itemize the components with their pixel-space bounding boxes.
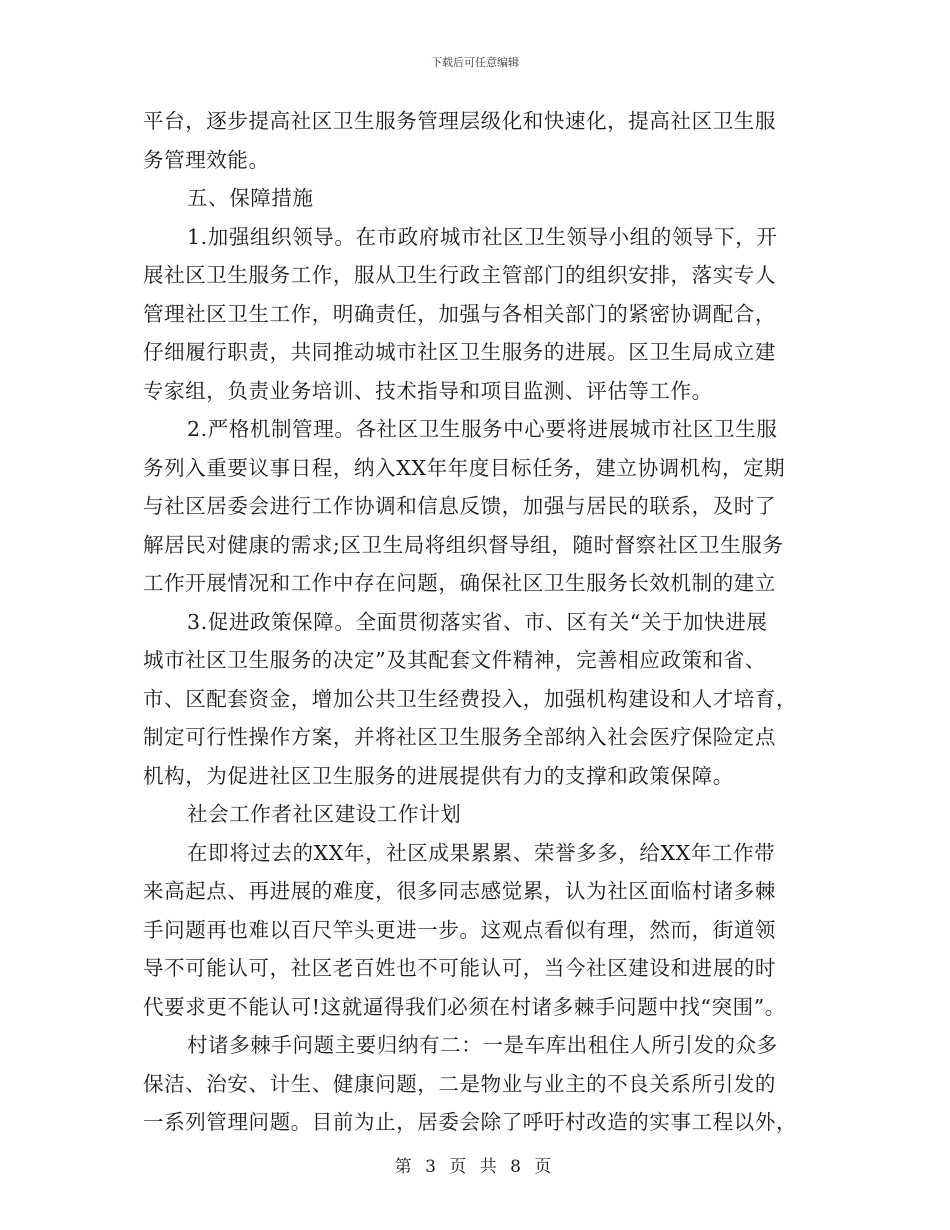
- text-line: 手问题再也难以百尺竿头更进一步。这观点看似有理，然而，街道领: [143, 917, 776, 942]
- text-line: 城市社区卫生服务的决定”及其配套文件精神，完善相应政策和省、: [143, 648, 766, 672]
- text-line: 市、区配套资金，增加公共卫生经费投入，加强机构建设和人才培育，: [143, 686, 798, 711]
- text-line: 保洁、治安、计生、健康问题，二是物业与业主的不良关系所引发的: [143, 1071, 776, 1096]
- text-line: 机构，为促进社区卫生服务的进展提供有力的支撑和政策保障。: [143, 763, 734, 788]
- text-line: 来高起点、再进展的难度，很多同志感觉累，认为社区面临村诸多棘: [143, 879, 776, 903]
- text-line: 展社区卫生服务工作，服从卫生行政主管部门的组织安排，落实专人: [143, 263, 776, 287]
- text-line: 务管理效能。: [143, 147, 270, 172]
- text-line: 务列入重要议事日程，纳入XX年年度目标任务，建立协调机构，定期: [143, 455, 786, 480]
- paragraph-start: 2.严格机制管理。各社区卫生服务中心要将进展城市社区卫生服: [187, 417, 778, 441]
- section-heading: 五、保障措施: [187, 186, 314, 210]
- text-line: 解居民对健康的需求;区卫生局将组织督导组，随时督察社区卫生服务: [143, 532, 784, 557]
- text-line: 制定可行性操作方案，并将社区卫生服务全部纳入社会医疗保险定点: [143, 725, 776, 749]
- text-line: 仔细履行职责，共同推动城市社区卫生服务的进展。区卫生局成立建: [143, 340, 776, 364]
- text-line: 与社区居委会进行工作协调和信息反馈，加强与居民的联系，及时了: [143, 494, 776, 518]
- document-title: 社会工作者社区建设工作计划: [187, 802, 462, 826]
- text-line: 工作开展情况和工作中存在问题，确保社区卫生服务长效机制的建立: [143, 571, 776, 595]
- text-line: 管理社区卫生工作，明确责任，加强与各相关部门的紧密协调配合，: [143, 301, 776, 326]
- page-number: 第 3 页 共 8 页: [394, 1157, 556, 1177]
- text-line: 导不可能认可，社区老百姓也不可能认可，当今社区建设和进展的时: [143, 956, 776, 980]
- paragraph-start: 3.促进政策保障。全面贯彻落实省、市、区有关“关于加快进展: [187, 609, 768, 634]
- paragraph-start: 村诸多棘手问题主要归纳有二：一是车库出租住人所引发的众多: [187, 1033, 778, 1057]
- paragraph-start: 1.加强组织领导。在市政府城市社区卫生领导小组的领导下，开: [187, 224, 778, 249]
- paragraph-start: 在即将过去的XX年，社区成果累累、荣誉多多，给XX年工作带: [187, 840, 776, 865]
- text-line: 专家组，负责业务培训、技术指导和项目监测、评估等工作。: [143, 378, 713, 403]
- text-line: 一系列管理问题。目前为止，居委会除了呼吁村改造的实事工程以外，: [143, 1110, 798, 1134]
- header-note: 下载后可任意编辑: [431, 56, 519, 69]
- document-body: [143, 102, 823, 1142]
- text-line: 代要求更不能认可!这就逼得我们必须在村诸多棘手问题中找“突围”。: [143, 994, 786, 1019]
- text-line: 平台，逐步提高社区卫生服务管理层级化和快速化，提高社区卫生服: [143, 109, 776, 133]
